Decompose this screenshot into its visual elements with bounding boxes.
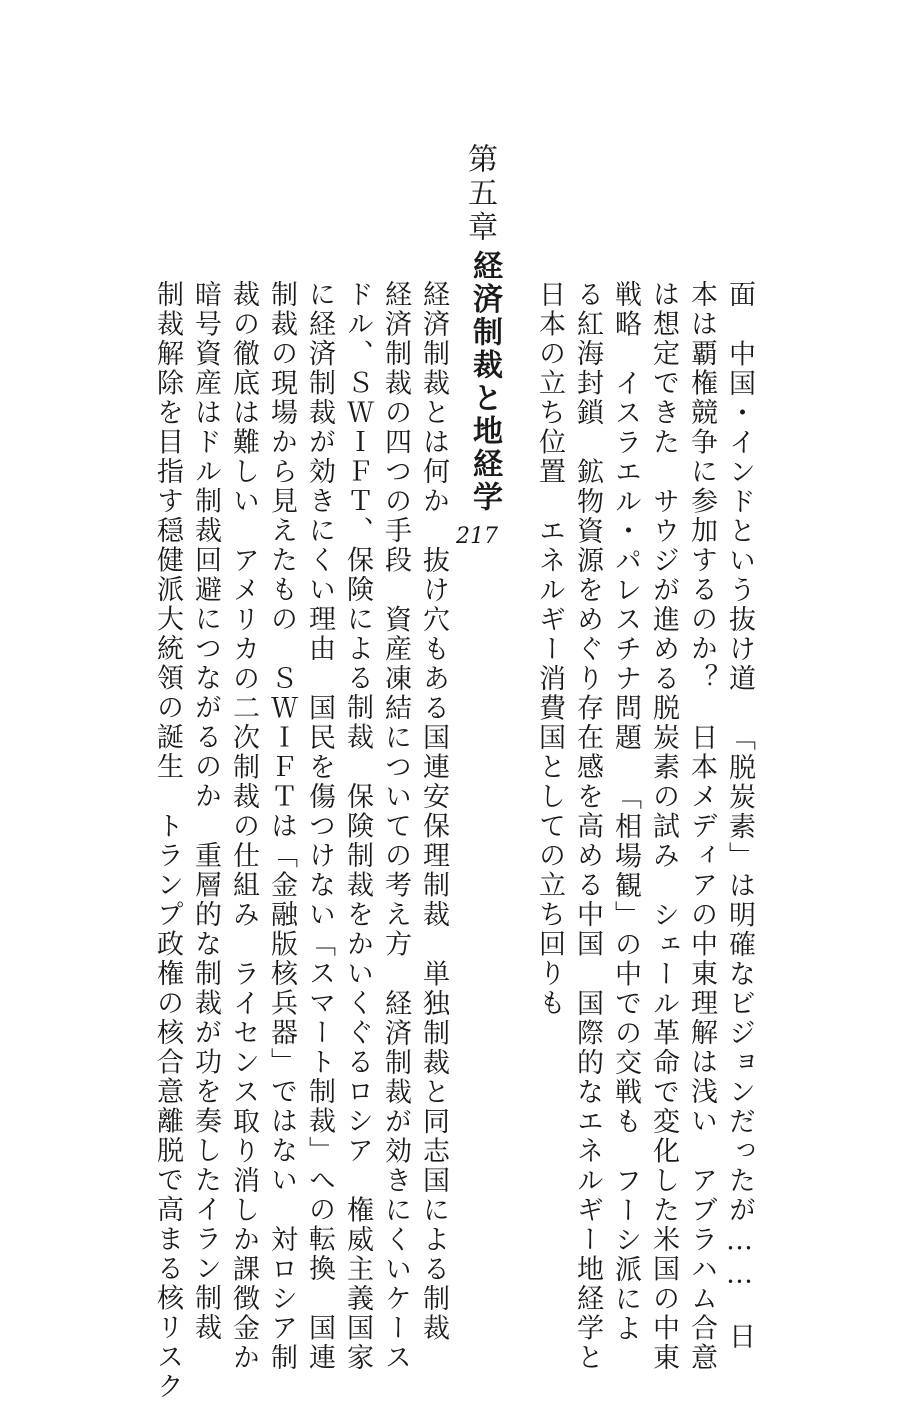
toc-line: 経済制裁とは何か抜け穴もある国連安保理制裁単独制裁と同志国による制裁 — [418, 280, 449, 1343]
toc-line: 本は覇権競争に参加するのか？日本メディアの中東理解は浅いアブラハム合意 — [686, 280, 717, 1373]
toc-line: 裁の徹底は難しいアメリカの二次制裁の仕組みライセンス取り消しか課徴金か — [228, 280, 259, 1373]
toc-line: 制裁の現場から見えたものＳＷＩＦＴは「金融版核兵器」ではない対ロシア制 — [266, 280, 297, 1373]
toc-line: 日本の立ち位置エネルギー消費国としての立ち回りも — [534, 280, 565, 1018]
toc-line: ドル、ＳＷＩＦＴ、保険による制裁保険制裁をかいくぐるロシア権威主義国家 — [342, 280, 373, 1373]
toc-line: 面中国・インドという抜け道「脱炭素」は明確なビジョンだったが……日 — [724, 280, 755, 1352]
chapter-title: 経済制裁と地経学 — [467, 250, 502, 514]
toc-line: る紅海封鎖鉱物資源をめぐり存在感を高める中国国際的なエネルギー地経学と — [572, 280, 603, 1373]
toc-line: 戦略イスラエル・パレスチナ問題「相場観」の中での交戦もフーシ派によ — [610, 280, 641, 1344]
chapter-number: 第五章 — [462, 143, 497, 245]
toc-line: 制裁解除を目指す穏健派大統領の誕生トランプ政権の核合意離脱で高まる核リスク — [152, 280, 183, 1402]
toc-line: 経済制裁の四つの手段資産凍結についての考え方経済制裁が効きにくいケース — [380, 280, 411, 1373]
toc-line: は想定できたサウジが進める脱炭素の試みシェール革命で変化した米国の中東 — [648, 280, 679, 1373]
toc-line: に経済制裁が効きにくい理由国民を傷つけない「スマート制裁」への転換国連 — [304, 280, 335, 1373]
toc-line: 暗号資産はドル制裁回避につながるのか重層的な制裁が功を奏したイラン制裁 — [190, 280, 221, 1343]
chapter-page-number: 217 — [456, 524, 498, 549]
